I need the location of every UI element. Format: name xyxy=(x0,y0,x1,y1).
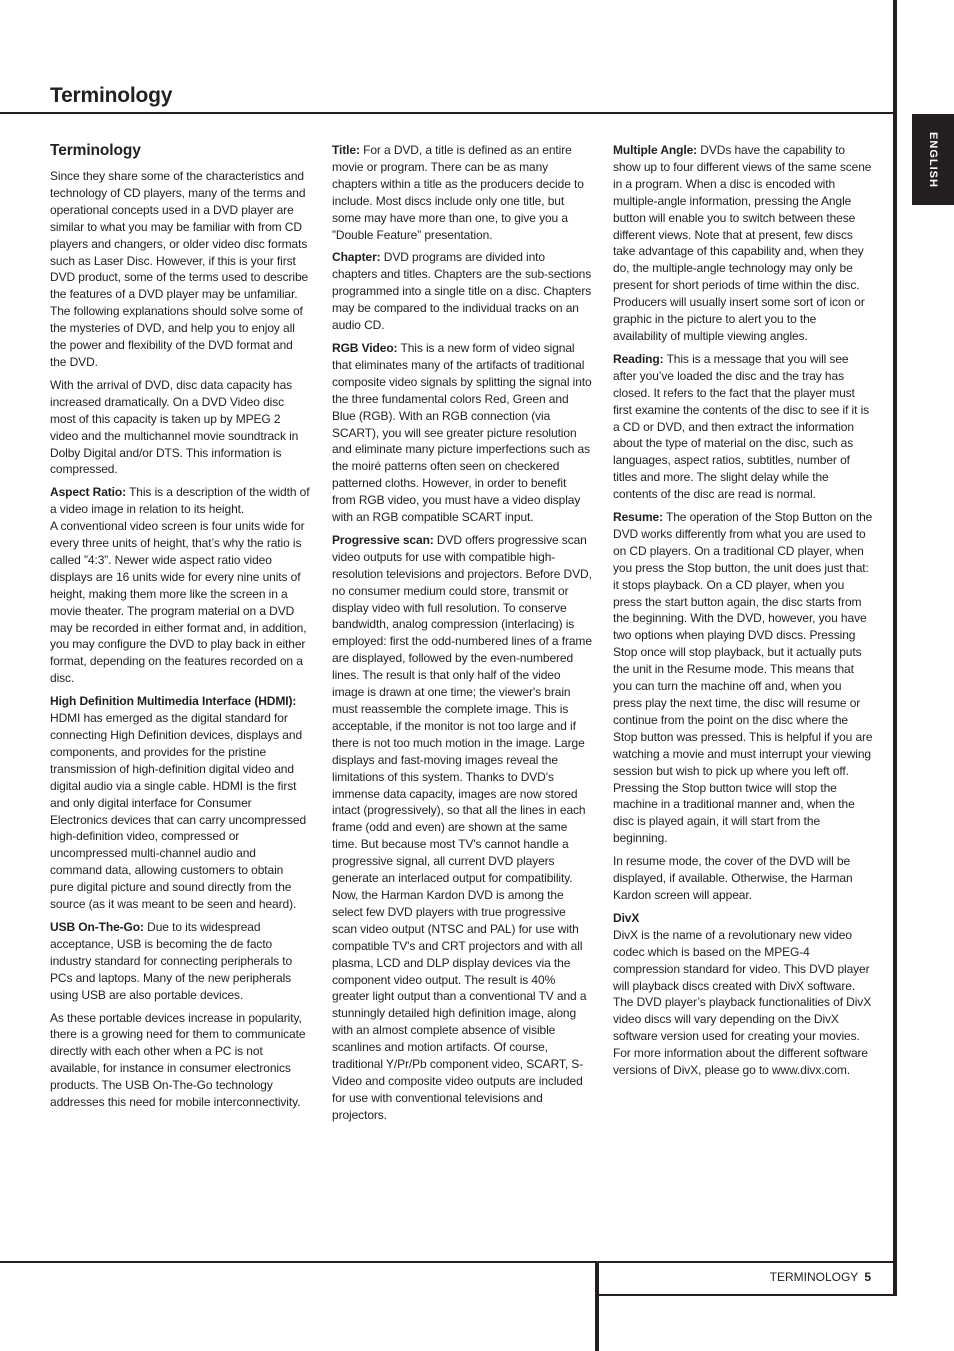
aspect-ratio-text-2: A conventional video screen is four units wide for every three units of height, that’s why the ratio is called ”4:3”. Newer wide aspect ratio video displays are 16 units wide for every nine units of height, making them more like the screen in a movie theater. The program material on a DVD may be recorded in either format and, in addition, you may configure the DVD to play back in either format, depending on the features recorded on a disc. xyxy=(50,519,307,686)
divx-term: DivX xyxy=(613,910,640,925)
chapter-text: DVD programs are divided into chapters and titles. Chapters are the sub-sections programmed into a single title on a disc. Chapters may be compared to the individual tracks on an audio CD. xyxy=(332,250,592,333)
resume-text: The operation of the Stop Button on the DVD works differently from what you are used to on CD players. On a traditional CD player, when you press the Stop button, the unit does just that: it stops playback. On a CD player, when you press the start button again, the disc starts from the beginning. With the DVD, however, you have two options when playing DVD discs. Pressing Stop once will stop playback, but it actually puts the unit in the Resume mode. This means that you can turn the machine off and, when you press play the next time, the disc will resume or continue from the point on the disc where the Stop button was pressed. This is helpful if you are watching a movie and must interrupt your viewing session but wish to pick up where you left off. Pressing the Stop button twice will stop the machine in a traditional manner and, when the disc is played again, it will start from the beginning. xyxy=(613,510,873,846)
page-number: 5 xyxy=(864,1270,871,1284)
header-rule xyxy=(0,112,895,114)
usb-term: USB On-The-Go: xyxy=(50,919,144,934)
title-term: Title: xyxy=(332,143,360,157)
page-title: Terminology xyxy=(50,84,173,107)
column-3 xyxy=(613,142,873,1085)
capacity-paragraph: With the arrival of DVD, disc data capacity has increased dramatically. On a DVD Video disc most of this capacity is taken up by MPEG 2 video and the multichannel movie soundtrack in Dolby Digital and/or DTS. This information is compressed. xyxy=(50,377,299,477)
rgb-term: RGB Video: xyxy=(332,340,398,355)
column-1 xyxy=(50,142,310,1117)
usb-paragraph-2: As these portable devices increase in popularity, there is a growing need for them to communicate directly with each other when a PC is not available, for instance in consumer electronics products. The USB On-The-Go technology addresses this need for mobile interconnectivity. xyxy=(50,1010,306,1110)
page-footer xyxy=(770,1270,871,1284)
right-margin-bar xyxy=(893,0,897,1296)
hdmi-entry xyxy=(50,693,310,913)
usb-text: Due to its widespread acceptance, USB is becoming the de facto industry standard for connecting peripherals to PCs and laptops. Many of the new peripherals using USB are also portable devices. xyxy=(50,919,293,1002)
multiple-angle-text: DVDs have the capability to show up to four different views of the same scene in a program. When a disc is encoded with multiple-angle information, pressing the Angle button will enable you to switch between these different views. Note that at present, few discs take advantage of this capability and, when they do, the multiple-angle technology may only be present for short periods of time within the disc. Producers will usually insert some sort of icon or graphic in the picture to alert you to the availability of multiple viewing angles. xyxy=(613,143,872,343)
progressive-text: DVD offers progressive scan video outputs for use with compatible high-resolution televisions and projectors. Before DVD, no consumer medium could store, transmit or display video with full resolution. To conserve bandwidth, analog compression (interlacing) is employed: first the odd-numbered lines of a frame are displayed, followed by the even-numbered lines. The result is that only half of the video image is drawn at one time; the viewer's brain must reassemble the complete image. This is acceptable, if the monitor is not too large and if there is not too much motion in the image. Large displays and fast-moving images reveal the limitations of this system. Thanks to DVD's immense data capacity, images are now stored intact (progressively), so that all the lines in each frame (odd and even) are shown at the same time. But because most TV's cannot handle a progressive signal, all current DVD players generate an interlaced output for compatibility. Now, the Harman Kardon DVD is among the select few DVD players with true progressive scan video output (NTSC and PAL) for use with compatible TV's and CRT projectors and with all plasma, LCD and DLP display devices via the component video output. The result is 40% greater light output than a conventional TV and a stunningly detailed high definition image, along with an almost complete absence of visible scanlines and motion artifacts. Of course, traditional Y/Pr/Pb component video, SCART, S-Video and composite video outputs are included for use with conventional televisions and projectors. xyxy=(332,532,592,1122)
hdmi-term: High Definition Multimedia Interface (HDMI): xyxy=(50,694,297,709)
aspect-ratio-term: Aspect Ratio: xyxy=(50,485,127,500)
title-entry xyxy=(332,142,592,243)
reading-term: Reading: xyxy=(613,351,664,366)
resume-paragraph-2: In resume mode, the cover of the DVD will be displayed, if available. Otherwise, the Harman Kardon screen will appear. xyxy=(613,854,853,902)
footer-section-label: TERMINOLOGY xyxy=(769,1270,859,1284)
chapter-entry xyxy=(332,249,592,334)
footer-rule-main xyxy=(0,1261,897,1263)
chapter-term: Chapter: xyxy=(332,250,381,265)
rgb-entry xyxy=(332,340,592,526)
progressive-entry xyxy=(332,532,592,1124)
language-tab xyxy=(912,114,954,205)
language-tab-label: ENGLISH xyxy=(927,131,939,188)
column-2 xyxy=(332,142,592,1130)
reading-entry xyxy=(613,351,873,503)
reading-text: This is a message that you will see after you’ve loaded the disc and the tray has closed. It refers to the fact that the player must first examine the contents of the disc to see if it is a CD or DVD, and then extract the information about the type of material on the disc, such as languages, aspect ratios, subtitles, number of titles and more. The slight delay while the contents of the disc are read is normal. xyxy=(613,351,870,502)
hdmi-text: HDMI has emerged as the digital standard for connecting High Definition devices, displays and components, and provides for the pristine transmission of high-definition digital video and digital audio via a single cable. HDMI is the first and only digital interface for Consumer Electronics devices that can carry uncompressed high-definition video, compressed or uncompressed multi-channel audio and command data, allowing customers to obtain pure digital picture and sound directly from the source (as it was meant to be seen and heard). xyxy=(50,711,307,912)
aspect-ratio-text: This is a description of the width of a video image in relation to its height. xyxy=(50,485,310,517)
divx-text: DivX is the name of a revolutionary new video codec which is based on the MPEG-4 compression standard for video. This DVD player will playback discs created with DivX software. The DVD player’s playback functionalities of DivX video discs will vary depending on the DivX software version used for creating your movies. For more information about the different software versions of DivX, please go to www.divx.com. xyxy=(613,927,872,1078)
aspect-ratio-entry xyxy=(50,484,310,687)
section-heading: Terminology xyxy=(50,142,141,159)
multiple-angle-entry xyxy=(613,142,873,345)
resume-term: Resume: xyxy=(613,510,663,525)
usb-entry xyxy=(50,919,310,1004)
footer-rule-short xyxy=(599,1294,897,1296)
divx-entry xyxy=(613,910,873,1079)
multiple-angle-term: Multiple Angle: xyxy=(613,143,698,157)
intro-paragraph: Since they share some of the characteristics and technology of CD players, many of the terms and operational concepts used in a DVD player are similar to what you may be familiar with from CD players and changers, or older video disc formats such as Laser Disc. However, if this is your first DVD product, some of the terms used to describe the features of a DVD player may be unfamiliar. The following explanations should solve some of the mysteries of DVD, and help you to enjoy all the power and flexibility of the DVD format and the DVD. xyxy=(50,169,309,369)
progressive-term: Progressive scan: xyxy=(332,532,434,547)
rgb-text: This is a new form of video signal that eliminates many of the artifacts of traditional composite video signals by splitting the signal into the three fundamental colors Red, Green and Blue (RGB). With an RGB connection (via SCART), you will see greater picture resolution and eliminate many picture imperfections such as the moiré patterns often seen on checkered patterned cloths. However, in order to benefit from RGB video, you must have a video display with an RGB compatible SCART input. xyxy=(332,340,592,525)
footer-vertical-bar xyxy=(595,1263,599,1351)
resume-entry xyxy=(613,509,873,847)
title-text: For a DVD, a title is defined as an entire movie or program. There can be as many chapters within a title as the producers decide to include. Most discs include only one title, but some may have more than one, to give you a ”Double Feature” presentation. xyxy=(332,143,584,242)
